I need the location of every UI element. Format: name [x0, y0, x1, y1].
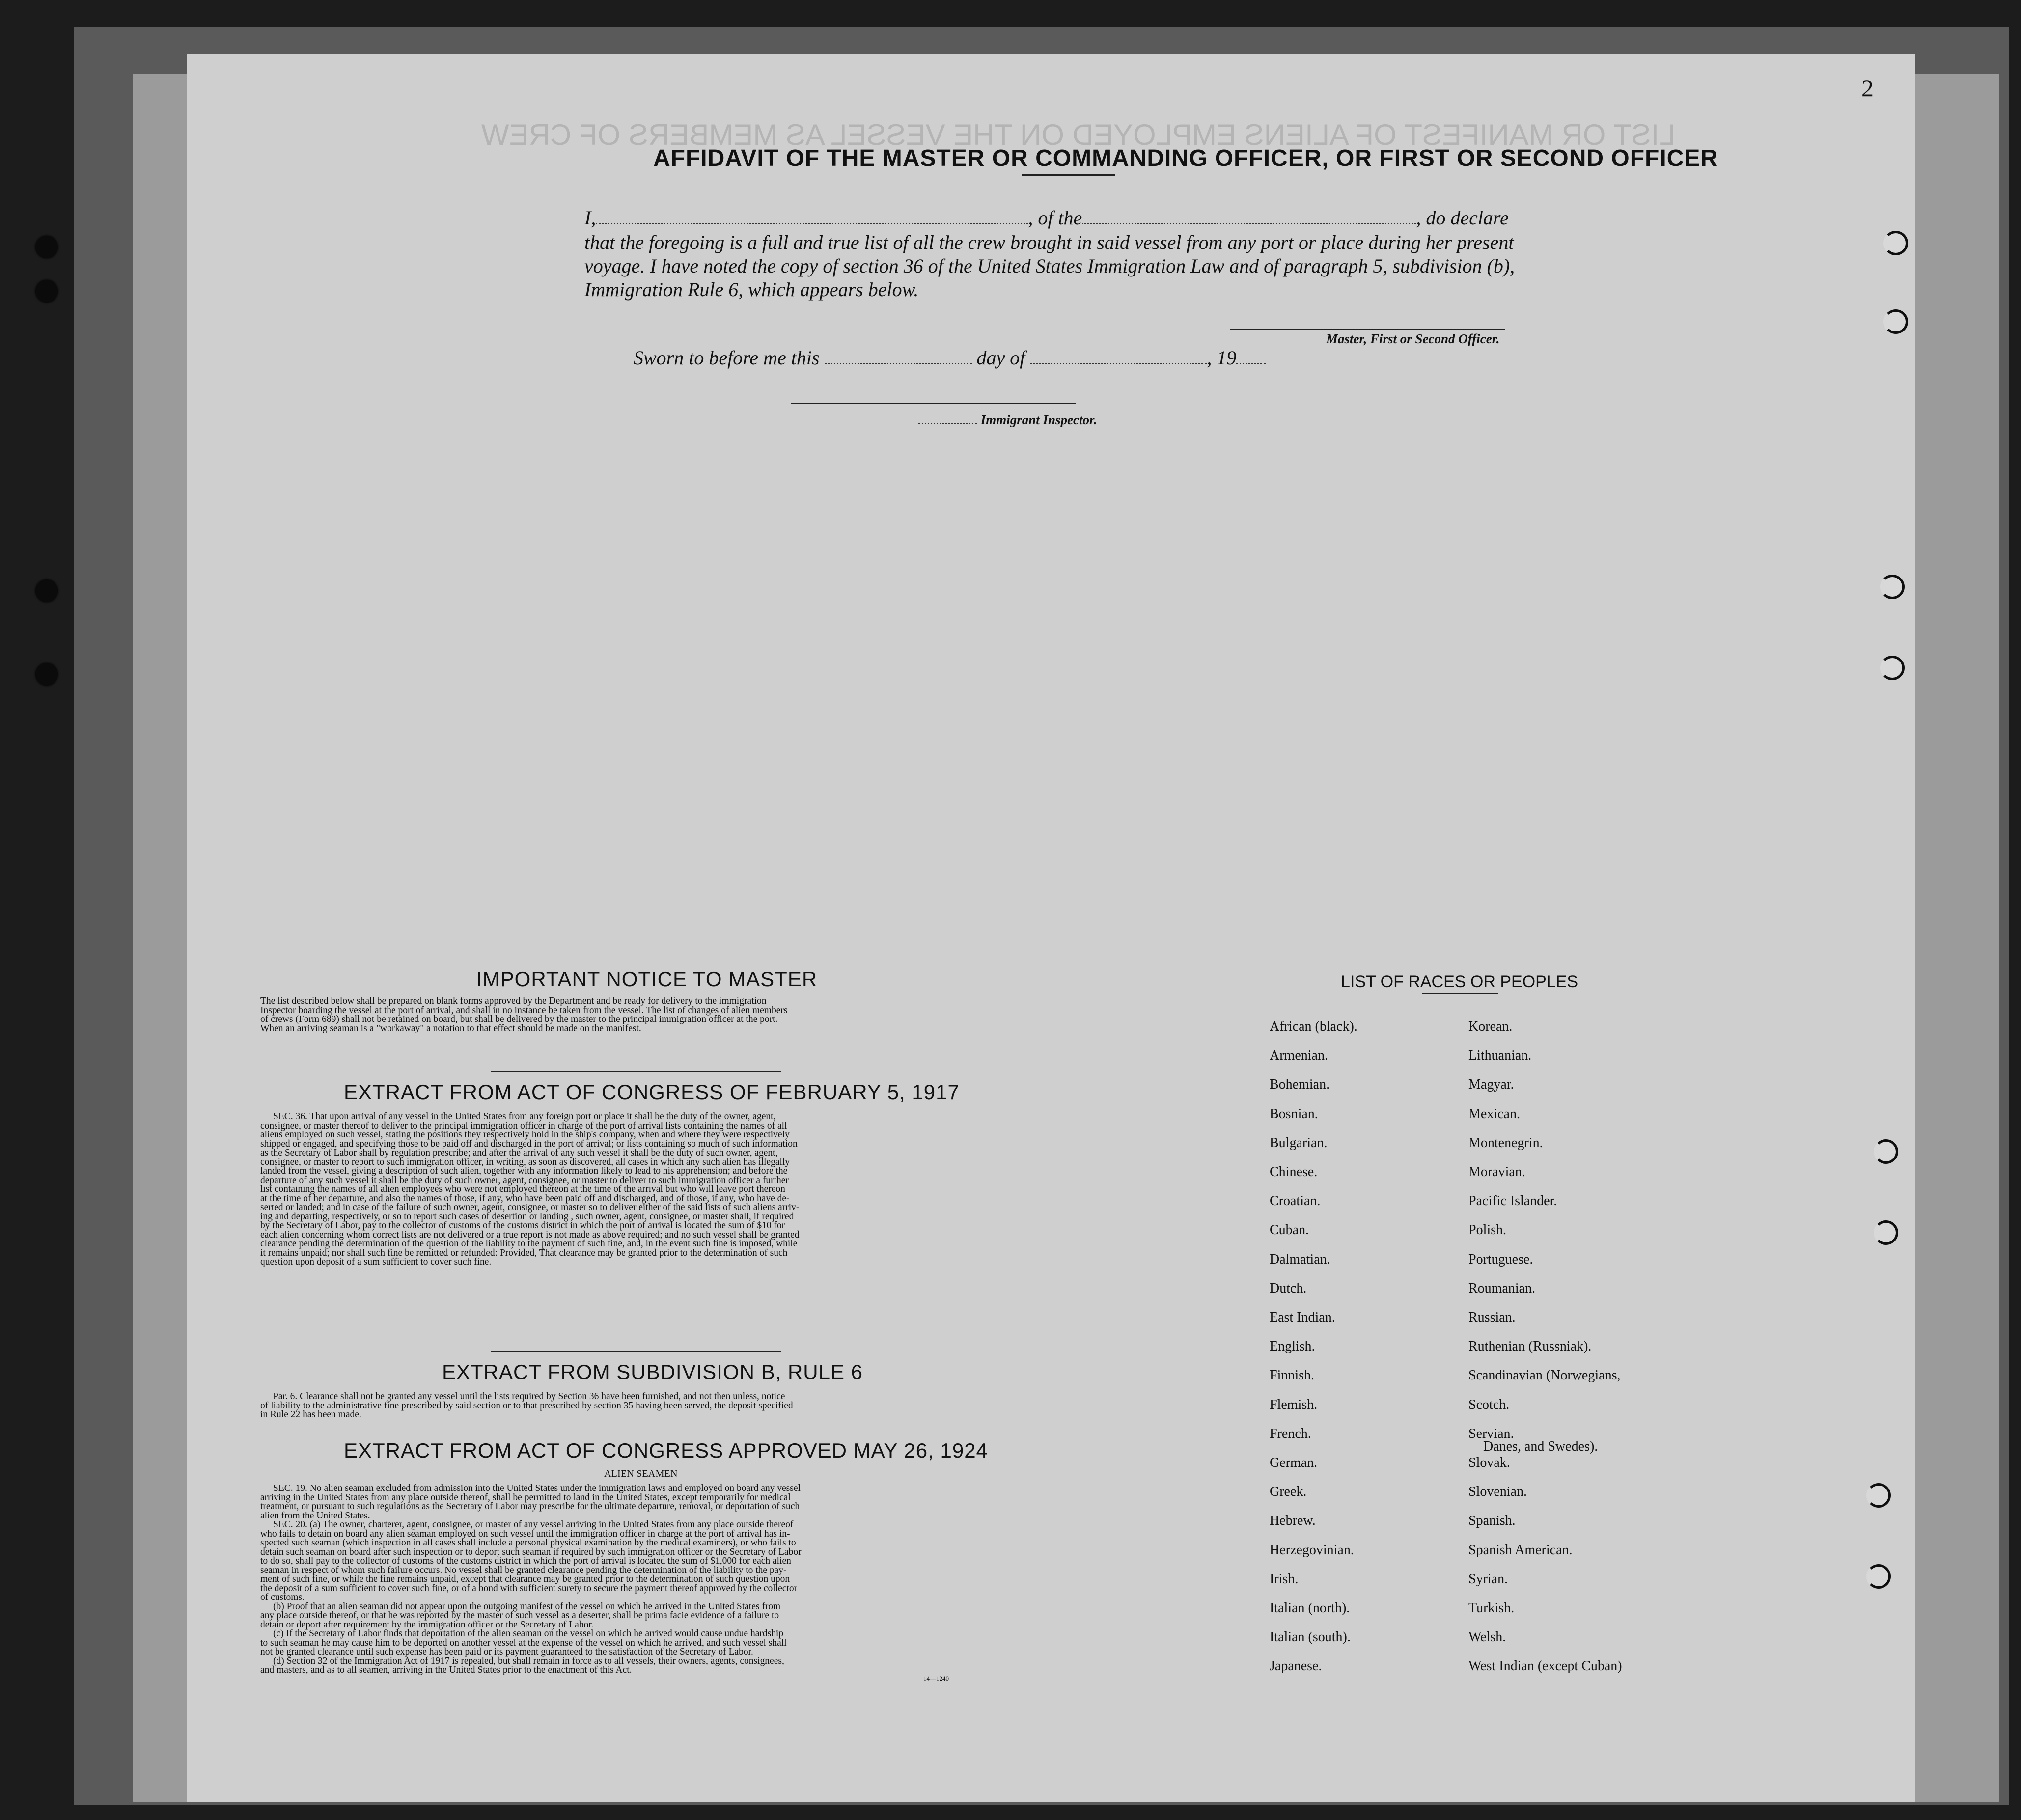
- extract-1924-line: (c) If the Secretary of Labor finds that deportation of the alien seaman on the vessel on which he arrived would cause undue hardship: [273, 1628, 784, 1639]
- extract-1917-line: each alien concerning whom correct lists are not delivered or a true report is not made as above required; and no such vessel shall be granted: [260, 1229, 800, 1240]
- race-item: Italian (south).: [1270, 1629, 1351, 1645]
- extract-1924-line: (b) Proof that an alien seaman did not appear upon the outgoing manifest of the vessel on which he arrived in the United States from: [273, 1601, 781, 1612]
- binder-hole: [35, 236, 58, 258]
- extract-rule6-line: in Rule 22 has been made.: [260, 1409, 361, 1420]
- race-item: Polish.: [1468, 1222, 1507, 1238]
- race-item: Russian.: [1468, 1310, 1516, 1325]
- inspector-blank: [918, 423, 977, 424]
- extract-1924-line: the deposit of a sum sufficient to cover such fine, or of a bond with sufficient surety to secure the payment thereof approved by the collector: [260, 1583, 798, 1594]
- race-item: Slovenian.: [1468, 1484, 1527, 1499]
- extract-1924-line: detain or deport after requirement by the immigration officer or the Secretary of Labor.: [260, 1619, 594, 1630]
- extract-1917-text: [260, 1112, 1017, 1267]
- race-item: English.: [1270, 1339, 1315, 1354]
- extract-1917-line: question upon deposit of a sum sufficient to cover such fine.: [260, 1257, 492, 1267]
- extract-1924-line: not be granted clearance until such expense has been paid or its payment guaranteed to the satisfaction of the Secretary of Labor.: [260, 1647, 753, 1657]
- race-item: Servian.: [1468, 1426, 1514, 1441]
- extract-rule6-title: EXTRACT FROM SUBDIVISION B, RULE 6: [442, 1360, 863, 1383]
- extract-1917-title: EXTRACT FROM ACT OF CONGRESS OF FEBRUARY 5, 1917: [344, 1080, 960, 1103]
- binder-hole: [35, 663, 58, 686]
- extract-1924-line: spected such seaman (which inspection in all cases shall include a personal physical examination by the medical examiners), or who fails to: [260, 1538, 796, 1548]
- day-blank: [825, 363, 972, 364]
- name-blank: [596, 223, 1028, 224]
- notice-line: When an arriving seaman is a "workaway" a notation to that effect should be made on the manifest.: [260, 1023, 641, 1033]
- race-item: East Indian.: [1270, 1310, 1335, 1325]
- race-item: Japanese.: [1270, 1658, 1322, 1674]
- race-item: Syrian.: [1468, 1572, 1508, 1587]
- year-blank: [1236, 363, 1266, 364]
- notice-line: The list described below shall be prepared on blank forms approved by the Department and be ready for delivery to the immigration: [260, 997, 767, 1006]
- race-item: Roumanian.: [1468, 1281, 1536, 1296]
- race-item: Flemish.: [1270, 1397, 1318, 1412]
- affidavit-body-3: Immigration Rule 6, which appears below.: [584, 278, 919, 301]
- year-prefix: , 19: [1207, 347, 1237, 369]
- extract-1917-line: SEC. 36. That upon arrival of any vessel in the United States from any foreign port or place it shall be the duty of the owner, agent,: [273, 1112, 776, 1122]
- extract-1917-line: landed from the vessel, giving a description of such alien, together with any information likely to lead to his apprehension; and before the: [260, 1166, 788, 1176]
- ring-hole: [1874, 1220, 1898, 1245]
- ring-hole: [1866, 1483, 1891, 1508]
- race-item: Cuban.: [1270, 1222, 1309, 1238]
- manifest-page: [187, 54, 1915, 1802]
- inspector-signature-line: [791, 403, 1076, 404]
- extract-1917-line: shipped or engaged, and specifying those to be paid off and discharged in the port of arrival; or lists containing so much of such information: [260, 1138, 798, 1149]
- inspector-label: Immigrant Inspector.: [980, 413, 1097, 427]
- month-blank: [1030, 363, 1207, 364]
- race-item: Korean.: [1468, 1019, 1513, 1034]
- extract-rule6-text: [260, 1392, 1017, 1420]
- extract-1924-line: treatment, or pursuant to such regulations as the Secretary of Labor may prescribe for the ultimate departure, removal, or deportation of such: [260, 1501, 800, 1512]
- race-item: African (black).: [1270, 1019, 1357, 1034]
- extract-1924-line: of customs.: [260, 1592, 305, 1602]
- race-item: Irish.: [1270, 1572, 1299, 1587]
- title-underline: [1022, 174, 1115, 176]
- extract-1924-line: to such seaman he may cause him to be deported on another vessel at the expense of the vessel on which he arrived, and such vessel shall: [260, 1637, 787, 1648]
- master-signature-line: [1230, 329, 1505, 330]
- race-item: Ruthenian (Russniak).: [1468, 1339, 1592, 1354]
- race-item: Herzegovinian.: [1270, 1543, 1354, 1558]
- section-divider: [491, 1071, 781, 1072]
- ring-hole: [1866, 1564, 1891, 1589]
- race-item: Magyar.: [1468, 1077, 1514, 1092]
- race-item: Armenian.: [1270, 1048, 1328, 1063]
- ring-hole: [1883, 309, 1908, 334]
- ring-hole: [1880, 656, 1905, 680]
- race-item: Bosnian.: [1270, 1106, 1318, 1122]
- extract-1917-line: as the Secretary of Labor shall by regulation prescribe; and after the arrival of any such vessel it shall be the duty of such owner, agent,: [260, 1148, 778, 1158]
- master-signature-label: Master, First or Second Officer.: [1326, 331, 1500, 346]
- extract-1917-line: at the time of her departure, and also the names of those, if any, who have been paid off and discharged, and of those, if any, who have de-: [260, 1193, 790, 1204]
- ring-hole: [1880, 575, 1905, 599]
- extract-1917-line: it remains unpaid; nor shall such fine be remitted or refunded: Provided, That clearance may be granted prior to the determination of such: [260, 1247, 788, 1258]
- day-of: day of: [976, 347, 1025, 369]
- extract-1924-line: alien from the United States.: [260, 1510, 370, 1521]
- race-item: Spanish.: [1468, 1513, 1516, 1528]
- race-item: Montenegrin.: [1468, 1135, 1543, 1151]
- ring-hole: [1883, 231, 1908, 255]
- extract-1924-line: any place outside thereof, or that he was reported by the master of such vessel as a deserter, shall be prima facie evidence of a failure to: [260, 1610, 779, 1621]
- race-item: Portuguese.: [1468, 1252, 1533, 1267]
- extract-1917-line: by the Secretary of Labor, pay to the collector of customs of the customs district in which the port of arrival is located the sum of $10 for: [260, 1220, 785, 1231]
- notice-text: [260, 997, 1017, 1033]
- affidavit-title: AFFIDAVIT OF THE MASTER OR COMMANDING OFFICER, OR FIRST OR SECOND OFFICER: [653, 145, 1718, 171]
- race-item: Welsh.: [1468, 1629, 1506, 1645]
- affidavit-body-2: voyage. I have noted the copy of section 36 of the United States Immigration Law and of paragraph 5, subdivision (b),: [584, 255, 1515, 277]
- section-divider: [491, 1351, 781, 1352]
- race-item: Lithuanian.: [1468, 1048, 1532, 1063]
- race-item: Mexican.: [1468, 1106, 1520, 1122]
- extract-1924-line: arriving in the United States from any place outside thereof, shall be permitted to land in the United States, except temporarily for medical: [260, 1492, 791, 1503]
- race-scandinavian-continued: Danes, and Swedes).: [1483, 1439, 1598, 1454]
- races-title-underline: [1422, 993, 1498, 994]
- race-item: Scotch.: [1468, 1397, 1510, 1412]
- binder-hole: [35, 579, 58, 602]
- race-item: Pacific Islander.: [1468, 1193, 1557, 1209]
- extract-1924-line: to do so, shall pay to the collector of customs of the customs district in which the port of arrival is located the sum of $1,000 for each alien: [260, 1556, 791, 1566]
- corner-mark: 2: [1861, 74, 1874, 102]
- declare-end: , do declare: [1416, 207, 1509, 229]
- race-item: Chinese.: [1270, 1164, 1318, 1180]
- extract-1924-line: seaman in respect of whom such failure occurs. No vessel shall be granted clearance pending the determination of the liability to the pay-: [260, 1565, 787, 1575]
- race-item: Turkish.: [1468, 1600, 1515, 1616]
- race-item: Greek.: [1270, 1484, 1307, 1499]
- race-item: French.: [1270, 1426, 1311, 1441]
- extract-1924-line: who fails to detain on board any alien seaman employed on such vessel until the immigration officer in charge at the port of arrival has in-: [260, 1528, 790, 1539]
- extract-1917-line: consignee, or master thereof to deliver to the principal immigration officer in charge of the port of arrival lists containing the names of all: [260, 1120, 787, 1131]
- race-item: Hebrew.: [1270, 1513, 1316, 1528]
- race-item: Finnish.: [1270, 1368, 1315, 1383]
- extract-1924-subtitle: ALIEN SEAMEN: [604, 1468, 678, 1479]
- declare-of: , of the: [1028, 207, 1082, 229]
- notice-line: of crews (Form 689) shall not be retained on board, but shall be delivered by the master to the principal immigration officer at the port.: [260, 1014, 778, 1024]
- races-title: LIST OF RACES OR PEOPLES: [1341, 972, 1578, 991]
- race-item: Scandinavian (Norwegians,: [1468, 1368, 1621, 1383]
- extract-1917-line: ing and departing, respectively, or so to report such cases of desertion or landing , such owner, agent, consignee, or master shall, if required: [260, 1211, 794, 1222]
- sworn-line: [634, 346, 1266, 369]
- extract-1917-line: serted or landed; and in case of the failure of such owner, agent, consignee, or master so to deliver either of the said lists of such aliens arriv-: [260, 1202, 800, 1213]
- extract-1917-line: clearance pending the determination of the question of the liability to the payment of such fine, and, in the event such fine is imposed, while: [260, 1239, 798, 1249]
- race-item: Italian (north).: [1270, 1600, 1350, 1616]
- extract-rule6-line: Par. 6. Clearance shall not be granted any vessel until the lists required by Section 36 have been furnished, and not then unless, notice: [273, 1392, 785, 1402]
- race-item: Moravian.: [1468, 1164, 1525, 1180]
- extract-1924-line: detain such seaman on board after such inspection or to deport such seaman if required by such immigration officer or the Secretary of Labor: [260, 1546, 802, 1557]
- race-item: German.: [1270, 1455, 1318, 1470]
- race-item: Dalmatian.: [1270, 1252, 1330, 1267]
- extract-1924-line: (d) Section 32 of the Immigration Act of 1917 is repealed, but shall remain in force as to all vessels, their owners, agents, consignees,: [273, 1655, 784, 1666]
- sworn-label: Sworn to before me this: [634, 347, 820, 369]
- race-item: Bulgarian.: [1270, 1135, 1328, 1151]
- race-item: Slovak.: [1468, 1455, 1510, 1470]
- declare-i: I,: [584, 207, 596, 229]
- extract-1924-text: [260, 1484, 1017, 1675]
- extract-1917-line: aliens employed on such vessel, stating the positions they respectively hold in the ship's company, when and where they were respectively: [260, 1130, 790, 1140]
- extract-1917-line: consignee, or master to report to such immigration officer, in writing, as soon as discovered, all cases in which any such alien has illegally: [260, 1157, 790, 1167]
- ring-hole: [1874, 1139, 1898, 1164]
- extract-1924-title: EXTRACT FROM ACT OF CONGRESS APPROVED MAY 26, 1924: [344, 1439, 988, 1462]
- inspector-line: [918, 413, 1097, 428]
- form-number: 14—1240: [923, 1675, 949, 1682]
- extract-1924-line: SEC. 20. (a) The owner, charterer, agent, consignee, or master of any vessel arriving in the United States from any place outside thereof: [273, 1519, 794, 1530]
- extract-1917-line: departure of any such vessel it shall be the duty of such owner, agent, consignee, or master to deliver to such immigration officer a further: [260, 1175, 789, 1186]
- declaration-line: [584, 206, 1509, 229]
- affidavit-body-1: that the foregoing is a full and true list of all the crew brought in said vessel from any port or place during her present: [584, 231, 1514, 253]
- notice-line: Inspector boarding the vessel at the port of arrival, and shall in no instance be taken from the vessel. The list of changes of alien members: [260, 1005, 788, 1016]
- race-item: West Indian (except Cuban): [1468, 1658, 1622, 1674]
- binder-hole: [35, 280, 58, 303]
- race-item: Croatian.: [1270, 1193, 1321, 1209]
- extract-1917-line: list containing the names of all alien employees who were not employed thereon at the time of the arrival but who will leave port thereon: [260, 1184, 785, 1194]
- extract-1924-line: ment of such fine, or while the fine remains unpaid, except that clearance may be granted prior to the determination of such question upon: [260, 1574, 790, 1584]
- notice-title: IMPORTANT NOTICE TO MASTER: [476, 967, 818, 991]
- race-item: Bohemian.: [1270, 1077, 1330, 1092]
- race-item: Spanish American.: [1468, 1543, 1573, 1558]
- race-item: Dutch.: [1270, 1281, 1307, 1296]
- extract-1924-line: SEC. 19. No alien seaman excluded from admission into the United States under the immigration laws and employed on board any vessel: [273, 1484, 801, 1493]
- vessel-blank: [1082, 223, 1416, 224]
- extract-1924-line: and masters, and as to all seamen, arriving in the United States prior to the enactment of this Act.: [260, 1665, 632, 1675]
- extract-rule6-line: of liability to the administrative fine prescribed by said section or to that prescribed by section 35 having been served, the deposit specified: [260, 1400, 793, 1411]
- bleed-through: LIST OR MANIFEST OF ALIENS EMPLOYED ON THE VESSEL AS MEMBERS OF CREW: [481, 118, 1676, 151]
